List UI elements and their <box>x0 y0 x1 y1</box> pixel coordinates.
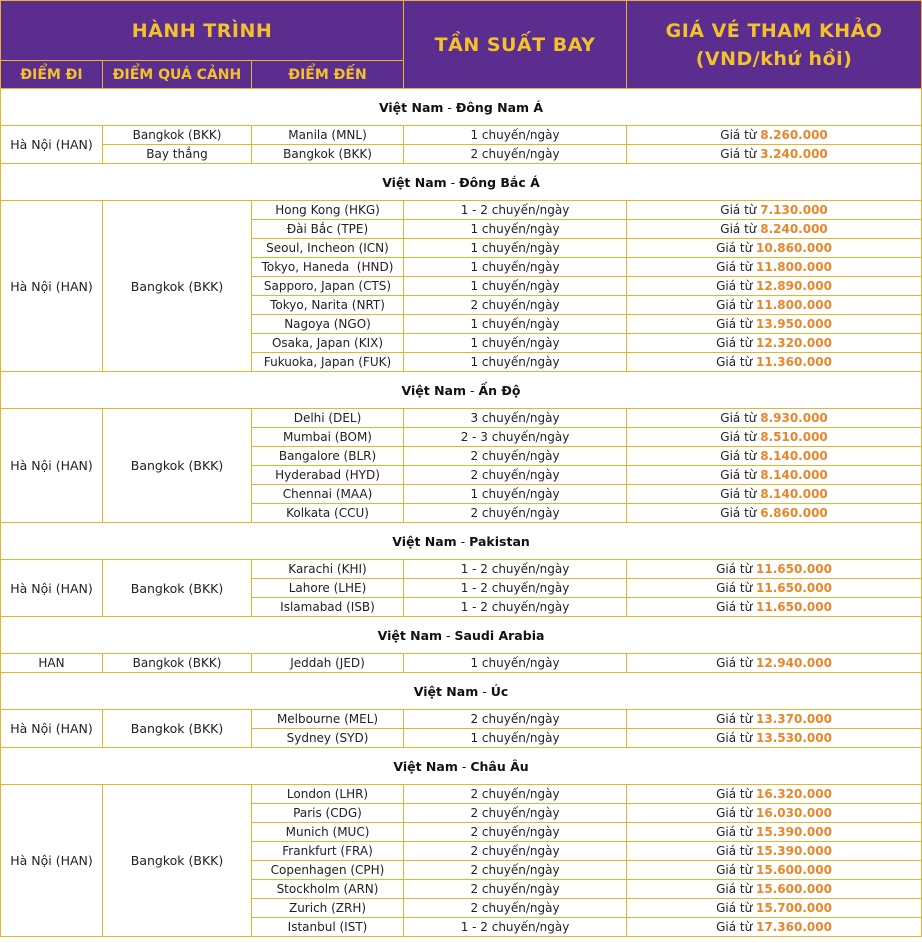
destination-cell: Nagoya (NGO) <box>252 315 404 334</box>
price-prefix: Giá từ <box>716 730 753 745</box>
price-prefix: Giá từ <box>716 278 753 293</box>
price-cell <box>627 729 922 748</box>
table-row <box>1 145 922 164</box>
price-cell <box>627 258 922 277</box>
frequency-cell: 1 chuyến/ngày <box>404 277 627 296</box>
destination-cell: Bangalore (BLR) <box>252 447 404 466</box>
price-prefix: Giá từ <box>720 505 757 520</box>
destination-cell: Tokyo, Narita (NRT) <box>252 296 404 315</box>
table-row <box>1 654 922 673</box>
origin-cell: Hà Nội (HAN) <box>1 201 103 372</box>
price-prefix: Giá từ <box>716 824 753 839</box>
price-cell <box>627 899 922 918</box>
frequency-cell: 2 chuyến/ngày <box>404 785 627 804</box>
price-cell <box>627 334 922 353</box>
price-cell <box>627 504 922 523</box>
price-prefix: Giá từ <box>716 561 753 576</box>
price-cell <box>627 239 922 258</box>
price-value: 15.390.000 <box>756 824 832 839</box>
destination-cell: Munich (MUC) <box>252 823 404 842</box>
origin-cell: Hà Nội (HAN) <box>1 560 103 617</box>
transit-cell: Bangkok (BKK) <box>103 409 252 523</box>
transit-cell: Bangkok (BKK) <box>103 710 252 748</box>
frequency-cell: 2 chuyến/ngày <box>404 447 627 466</box>
price-cell <box>627 126 922 145</box>
price-cell <box>627 353 922 372</box>
table-row <box>1 409 922 428</box>
price-value: 8.260.000 <box>760 127 828 142</box>
price-prefix: Giá từ <box>716 259 753 274</box>
price-cell <box>627 710 922 729</box>
price-prefix: Giá từ <box>716 919 753 934</box>
price-prefix: Giá từ <box>716 900 753 915</box>
destination-cell: London (LHR) <box>252 785 404 804</box>
transit-cell: Bangkok (BKK) <box>103 126 252 145</box>
price-cell <box>627 823 922 842</box>
price-prefix: Giá từ <box>720 221 757 236</box>
region-row: Việt Nam - Saudi Arabia <box>1 617 922 654</box>
price-value: 12.940.000 <box>756 655 832 670</box>
transit-cell: Bay thẳng <box>103 145 252 164</box>
price-value: 3.240.000 <box>760 146 828 161</box>
frequency-cell: 2 chuyến/ngày <box>404 504 627 523</box>
price-value: 11.650.000 <box>756 561 832 576</box>
fare-table-body <box>1 89 922 937</box>
destination-cell: Manila (MNL) <box>252 126 404 145</box>
price-prefix: Giá từ <box>720 202 757 217</box>
origin-cell: Hà Nội (HAN) <box>1 126 103 164</box>
price-cell <box>627 861 922 880</box>
frequency-cell: 1 chuyến/ngày <box>404 258 627 277</box>
price-value: 11.360.000 <box>756 354 832 369</box>
price-cell <box>627 145 922 164</box>
region-row: Việt Nam - Đông Nam Á <box>1 89 922 126</box>
price-value: 15.390.000 <box>756 843 832 858</box>
price-cell <box>627 201 922 220</box>
destination-cell: Seoul, Incheon (ICN) <box>252 239 404 258</box>
price-value: 15.700.000 <box>756 900 832 915</box>
price-value: 12.890.000 <box>756 278 832 293</box>
price-prefix: Giá từ <box>716 240 753 255</box>
price-prefix: Giá từ <box>720 410 757 425</box>
price-prefix: Giá từ <box>716 354 753 369</box>
price-cell <box>627 579 922 598</box>
price-cell <box>627 409 922 428</box>
origin-cell: Hà Nội (HAN) <box>1 710 103 748</box>
price-prefix: Giá từ <box>716 335 753 350</box>
destination-cell: Bangkok (BKK) <box>252 145 404 164</box>
destination-cell: Istanbul (IST) <box>252 918 404 937</box>
price-cell <box>627 220 922 239</box>
price-value: 17.360.000 <box>756 919 832 934</box>
price-cell <box>627 447 922 466</box>
frequency-cell: 2 chuyến/ngày <box>404 861 627 880</box>
frequency-cell: 2 chuyến/ngày <box>404 466 627 485</box>
price-cell <box>627 466 922 485</box>
origin-cell: HAN <box>1 654 103 673</box>
price-prefix: Giá từ <box>720 486 757 501</box>
frequency-cell: 1 - 2 chuyến/ngày <box>404 560 627 579</box>
origin-header: ĐIỂM ĐI <box>1 61 103 89</box>
price-value: 11.800.000 <box>756 259 832 274</box>
frequency-cell: 2 chuyến/ngày <box>404 899 627 918</box>
price-cell <box>627 428 922 447</box>
transit-cell: Bangkok (BKK) <box>103 654 252 673</box>
destination-cell: Karachi (KHI) <box>252 560 404 579</box>
frequency-cell: 2 chuyến/ngày <box>404 842 627 861</box>
price-value: 15.600.000 <box>756 862 832 877</box>
frequency-cell: 1 - 2 chuyến/ngày <box>404 579 627 598</box>
transit-header: ĐIỂM QUÁ CẢNH <box>103 61 252 89</box>
region-row: Việt Nam - Úc <box>1 673 922 710</box>
price-value: 7.130.000 <box>760 202 828 217</box>
price-value: 11.650.000 <box>756 580 832 595</box>
price-cell <box>627 785 922 804</box>
frequency-cell: 1 - 2 chuyến/ngày <box>404 598 627 617</box>
price-value: 10.860.000 <box>756 240 832 255</box>
frequency-header: TẦN SUẤT BAY <box>404 1 627 89</box>
frequency-cell: 1 chuyến/ngày <box>404 239 627 258</box>
price-cell <box>627 315 922 334</box>
frequency-cell: 2 chuyến/ngày <box>404 710 627 729</box>
price-prefix: Giá từ <box>720 467 757 482</box>
origin-cell: Hà Nội (HAN) <box>1 409 103 523</box>
region-row: Việt Nam - Ấn Độ <box>1 372 922 409</box>
frequency-cell: 1 chuyến/ngày <box>404 126 627 145</box>
price-header-line1: GIÁ VÉ THAM KHẢO <box>665 19 883 42</box>
journey-header: HÀNH TRÌNH <box>1 1 404 61</box>
transit-cell: Bangkok (BKK) <box>103 560 252 617</box>
price-header <box>627 1 922 89</box>
price-cell <box>627 277 922 296</box>
frequency-cell: 2 chuyến/ngày <box>404 804 627 823</box>
price-prefix: Giá từ <box>720 127 757 142</box>
price-prefix: Giá từ <box>716 805 753 820</box>
transit-cell: Bangkok (BKK) <box>103 785 252 937</box>
price-value: 8.510.000 <box>760 429 828 444</box>
destination-cell: Delhi (DEL) <box>252 409 404 428</box>
origin-cell: Hà Nội (HAN) <box>1 785 103 937</box>
region-row: Việt Nam - Pakistan <box>1 523 922 560</box>
frequency-cell: 1 chuyến/ngày <box>404 220 627 239</box>
destination-cell: Sapporo, Japan (CTS) <box>252 277 404 296</box>
price-value: 8.240.000 <box>760 221 828 236</box>
frequency-cell: 1 - 2 chuyến/ngày <box>404 201 627 220</box>
table-row <box>1 201 922 220</box>
destination-cell: Copenhagen (CPH) <box>252 861 404 880</box>
frequency-cell: 1 chuyến/ngày <box>404 654 627 673</box>
price-prefix: Giá từ <box>716 655 753 670</box>
price-cell <box>627 842 922 861</box>
destination-cell: Kolkata (CCU) <box>252 504 404 523</box>
price-value: 13.530.000 <box>756 730 832 745</box>
price-cell <box>627 654 922 673</box>
destination-header: ĐIỂM ĐẾN <box>252 61 404 89</box>
destination-cell: Hong Kong (HKG) <box>252 201 404 220</box>
table-row <box>1 785 922 804</box>
price-value: 16.030.000 <box>756 805 832 820</box>
destination-cell: Stockholm (ARN) <box>252 880 404 899</box>
price-prefix: Giá từ <box>716 297 753 312</box>
frequency-cell: 1 chuyến/ngày <box>404 353 627 372</box>
frequency-cell: 2 chuyến/ngày <box>404 823 627 842</box>
frequency-cell: 1 chuyến/ngày <box>404 334 627 353</box>
frequency-cell: 1 chuyến/ngày <box>404 485 627 504</box>
price-cell <box>627 918 922 937</box>
price-value: 8.140.000 <box>760 486 828 501</box>
price-value: 15.600.000 <box>756 881 832 896</box>
table-row <box>1 560 922 579</box>
frequency-cell: 1 chuyến/ngày <box>404 729 627 748</box>
price-value: 13.370.000 <box>756 711 832 726</box>
price-prefix: Giá từ <box>720 146 757 161</box>
price-value: 8.140.000 <box>760 448 828 463</box>
price-cell <box>627 804 922 823</box>
frequency-cell: 1 - 2 chuyến/ngày <box>404 918 627 937</box>
price-value: 16.320.000 <box>756 786 832 801</box>
price-value: 11.650.000 <box>756 599 832 614</box>
price-value: 12.320.000 <box>756 335 832 350</box>
price-prefix: Giá từ <box>720 448 757 463</box>
price-header-line2: (VND/khứ hồi) <box>695 47 853 70</box>
destination-cell: Sydney (SYD) <box>252 729 404 748</box>
price-cell <box>627 296 922 315</box>
frequency-cell: 2 chuyến/ngày <box>404 145 627 164</box>
destination-cell: Islamabad (ISB) <box>252 598 404 617</box>
price-cell <box>627 880 922 899</box>
table-row <box>1 126 922 145</box>
table-row <box>1 710 922 729</box>
region-row: Việt Nam - Châu Âu <box>1 748 922 785</box>
destination-cell: Zurich (ZRH) <box>252 899 404 918</box>
price-value: 8.930.000 <box>760 410 828 425</box>
destination-cell: Tokyo, Haneda (HND) <box>252 258 404 277</box>
price-prefix: Giá từ <box>720 429 757 444</box>
price-prefix: Giá từ <box>716 881 753 896</box>
frequency-cell: 2 chuyến/ngày <box>404 880 627 899</box>
price-cell <box>627 598 922 617</box>
destination-cell: Hyderabad (HYD) <box>252 466 404 485</box>
price-prefix: Giá từ <box>716 786 753 801</box>
frequency-cell: 2 chuyến/ngày <box>404 296 627 315</box>
price-prefix: Giá từ <box>716 599 753 614</box>
price-cell <box>627 560 922 579</box>
destination-cell: Lahore (LHE) <box>252 579 404 598</box>
price-prefix: Giá từ <box>716 862 753 877</box>
destination-cell: Osaka, Japan (KIX) <box>252 334 404 353</box>
price-prefix: Giá từ <box>716 843 753 858</box>
price-prefix: Giá từ <box>716 316 753 331</box>
destination-cell: Đài Bắc (TPE) <box>252 220 404 239</box>
price-prefix: Giá từ <box>716 580 753 595</box>
destination-cell: Mumbai (BOM) <box>252 428 404 447</box>
destination-cell: Frankfurt (FRA) <box>252 842 404 861</box>
price-prefix: Giá từ <box>716 711 753 726</box>
frequency-cell: 3 chuyến/ngày <box>404 409 627 428</box>
price-value: 13.950.000 <box>756 316 832 331</box>
price-cell <box>627 485 922 504</box>
price-value: 6.860.000 <box>760 505 828 520</box>
destination-cell: Melbourne (MEL) <box>252 710 404 729</box>
region-row: Việt Nam - Đông Bắc Á <box>1 164 922 201</box>
frequency-cell: 2 - 3 chuyến/ngày <box>404 428 627 447</box>
price-value: 11.800.000 <box>756 297 832 312</box>
destination-cell: Jeddah (JED) <box>252 654 404 673</box>
price-value: 8.140.000 <box>760 467 828 482</box>
destination-cell: Fukuoka, Japan (FUK) <box>252 353 404 372</box>
destination-cell: Chennai (MAA) <box>252 485 404 504</box>
transit-cell: Bangkok (BKK) <box>103 201 252 372</box>
frequency-cell: 1 chuyến/ngày <box>404 315 627 334</box>
destination-cell: Paris (CDG) <box>252 804 404 823</box>
